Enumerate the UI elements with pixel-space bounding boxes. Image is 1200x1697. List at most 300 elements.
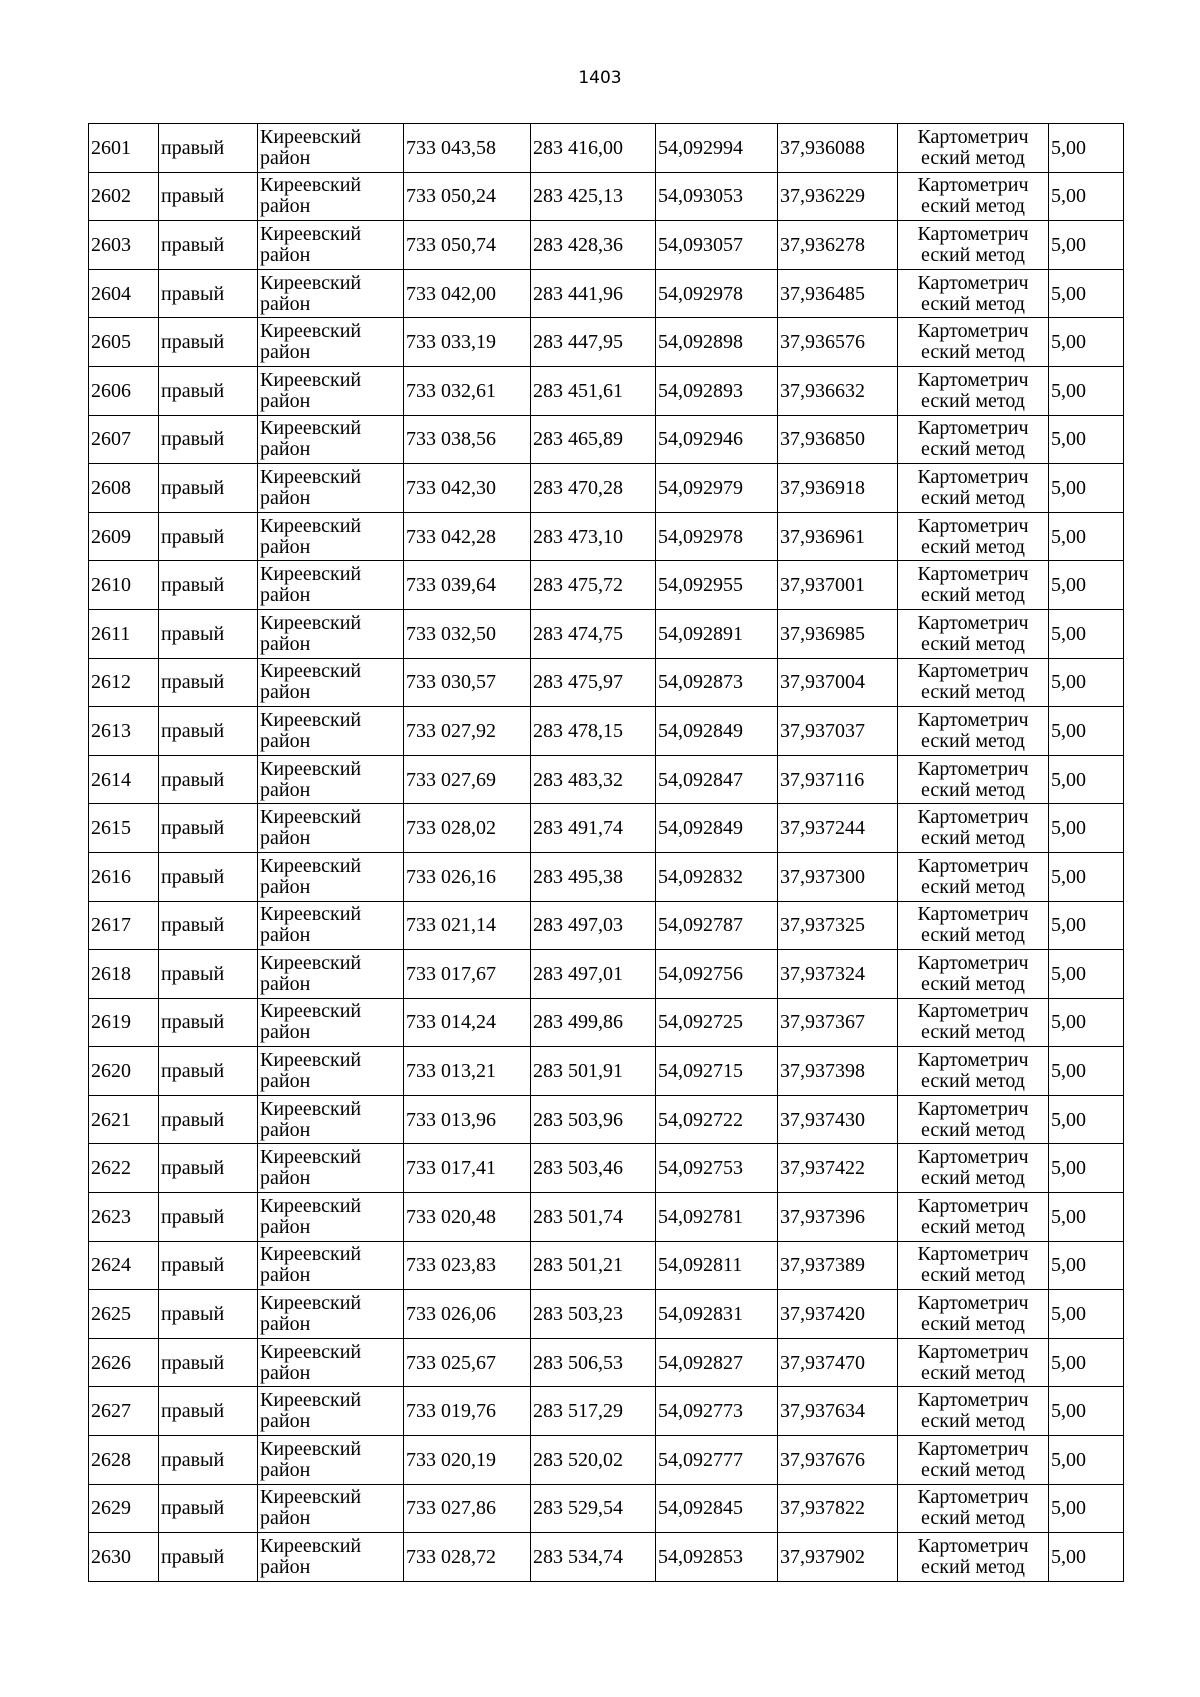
longitude-cell: 37,936088	[778, 124, 898, 173]
x-coordinate-cell: 733 020,19	[404, 1436, 531, 1485]
accuracy-cell: 5,00	[1049, 1144, 1124, 1193]
table-row	[89, 366, 1124, 415]
table-row	[89, 998, 1124, 1047]
y-coordinate-cell: 283 497,03	[531, 901, 656, 950]
longitude-cell: 37,936229	[778, 172, 898, 221]
latitude-cell: 54,092756	[656, 950, 778, 999]
district-cell: Киреевский район	[258, 901, 404, 950]
point-number-cell: 2610	[89, 561, 159, 610]
bank-cell: правый	[159, 1436, 258, 1485]
latitude-cell: 54,092832	[656, 852, 778, 901]
longitude-cell: 37,936961	[778, 512, 898, 561]
latitude-cell: 54,092873	[656, 658, 778, 707]
point-number-cell: 2628	[89, 1436, 159, 1485]
latitude-cell: 54,092827	[656, 1338, 778, 1387]
accuracy-cell: 5,00	[1049, 561, 1124, 610]
y-coordinate-cell: 283 470,28	[531, 464, 656, 513]
bank-cell: правый	[159, 1193, 258, 1242]
bank-cell: правый	[159, 998, 258, 1047]
bank-cell: правый	[159, 658, 258, 707]
table-row	[89, 1387, 1124, 1436]
latitude-cell: 54,092849	[656, 804, 778, 853]
bank-cell: правый	[159, 561, 258, 610]
y-coordinate-cell: 283 475,72	[531, 561, 656, 610]
method-cell: Картометрич еский метод	[898, 1144, 1049, 1193]
table-row	[89, 1290, 1124, 1339]
point-number-cell: 2606	[89, 366, 159, 415]
method-cell: Картометрич еский метод	[898, 755, 1049, 804]
point-number-cell: 2626	[89, 1338, 159, 1387]
table-row	[89, 1338, 1124, 1387]
x-coordinate-cell: 733 050,24	[404, 172, 531, 221]
method-cell: Картометрич еский метод	[898, 1241, 1049, 1290]
district-cell: Киреевский район	[258, 269, 404, 318]
bank-cell: правый	[159, 1144, 258, 1193]
y-coordinate-cell: 283 529,54	[531, 1484, 656, 1533]
method-cell: Картометрич еский метод	[898, 998, 1049, 1047]
longitude-cell: 37,937902	[778, 1533, 898, 1582]
method-cell: Картометрич еский метод	[898, 1047, 1049, 1096]
method-cell: Картометрич еский метод	[898, 512, 1049, 561]
point-number-cell: 2609	[89, 512, 159, 561]
x-coordinate-cell: 733 027,86	[404, 1484, 531, 1533]
y-coordinate-cell: 283 497,01	[531, 950, 656, 999]
district-cell: Киреевский район	[258, 1241, 404, 1290]
table-row	[89, 658, 1124, 707]
district-cell: Киреевский район	[258, 415, 404, 464]
x-coordinate-cell: 733 027,69	[404, 755, 531, 804]
accuracy-cell: 5,00	[1049, 172, 1124, 221]
table-row	[89, 1484, 1124, 1533]
latitude-cell: 54,092978	[656, 269, 778, 318]
method-cell: Картометрич еский метод	[898, 561, 1049, 610]
district-cell: Киреевский район	[258, 366, 404, 415]
point-number-cell: 2620	[89, 1047, 159, 1096]
latitude-cell: 54,092787	[656, 901, 778, 950]
x-coordinate-cell: 733 032,61	[404, 366, 531, 415]
table-row	[89, 1533, 1124, 1582]
longitude-cell: 37,936278	[778, 221, 898, 270]
latitude-cell: 54,092853	[656, 1533, 778, 1582]
longitude-cell: 37,937396	[778, 1193, 898, 1242]
accuracy-cell: 5,00	[1049, 658, 1124, 707]
bank-cell: правый	[159, 755, 258, 804]
district-cell: Киреевский район	[258, 318, 404, 367]
longitude-cell: 37,937420	[778, 1290, 898, 1339]
method-cell: Картометрич еский метод	[898, 901, 1049, 950]
point-number-cell: 2617	[89, 901, 159, 950]
table-row	[89, 852, 1124, 901]
method-cell: Картометрич еский метод	[898, 124, 1049, 173]
longitude-cell: 37,937037	[778, 707, 898, 756]
latitude-cell: 54,092946	[656, 415, 778, 464]
x-coordinate-cell: 733 033,19	[404, 318, 531, 367]
point-number-cell: 2605	[89, 318, 159, 367]
point-number-cell: 2614	[89, 755, 159, 804]
bank-cell: правый	[159, 172, 258, 221]
latitude-cell: 54,092978	[656, 512, 778, 561]
method-cell: Картометрич еский метод	[898, 1533, 1049, 1582]
point-number-cell: 2624	[89, 1241, 159, 1290]
method-cell: Картометрич еский метод	[898, 415, 1049, 464]
table-row	[89, 804, 1124, 853]
method-cell: Картометрич еский метод	[898, 804, 1049, 853]
district-cell: Киреевский район	[258, 221, 404, 270]
table-row	[89, 1144, 1124, 1193]
method-cell: Картометрич еский метод	[898, 658, 1049, 707]
accuracy-cell: 5,00	[1049, 1436, 1124, 1485]
accuracy-cell: 5,00	[1049, 609, 1124, 658]
bank-cell: правый	[159, 1047, 258, 1096]
method-cell: Картометрич еский метод	[898, 707, 1049, 756]
y-coordinate-cell: 283 503,23	[531, 1290, 656, 1339]
latitude-cell: 54,092845	[656, 1484, 778, 1533]
accuracy-cell: 5,00	[1049, 1290, 1124, 1339]
x-coordinate-cell: 733 042,00	[404, 269, 531, 318]
longitude-cell: 37,937430	[778, 1095, 898, 1144]
accuracy-cell: 5,00	[1049, 1338, 1124, 1387]
x-coordinate-cell: 733 013,96	[404, 1095, 531, 1144]
district-cell: Киреевский район	[258, 1290, 404, 1339]
longitude-cell: 37,936985	[778, 609, 898, 658]
x-coordinate-cell: 733 026,06	[404, 1290, 531, 1339]
method-cell: Картометрич еский метод	[898, 1436, 1049, 1485]
y-coordinate-cell: 283 428,36	[531, 221, 656, 270]
y-coordinate-cell: 283 503,46	[531, 1144, 656, 1193]
y-coordinate-cell: 283 416,00	[531, 124, 656, 173]
latitude-cell: 54,092893	[656, 366, 778, 415]
district-cell: Киреевский район	[258, 1144, 404, 1193]
bank-cell: правый	[159, 707, 258, 756]
y-coordinate-cell: 283 441,96	[531, 269, 656, 318]
longitude-cell: 37,936918	[778, 464, 898, 513]
y-coordinate-cell: 283 475,97	[531, 658, 656, 707]
x-coordinate-cell: 733 021,14	[404, 901, 531, 950]
district-cell: Киреевский район	[258, 852, 404, 901]
bank-cell: правый	[159, 950, 258, 999]
accuracy-cell: 5,00	[1049, 998, 1124, 1047]
x-coordinate-cell: 733 039,64	[404, 561, 531, 610]
latitude-cell: 54,092831	[656, 1290, 778, 1339]
table-row	[89, 124, 1124, 173]
point-number-cell: 2603	[89, 221, 159, 270]
point-number-cell: 2601	[89, 124, 159, 173]
table-row	[89, 1436, 1124, 1485]
method-cell: Картометрич еский метод	[898, 172, 1049, 221]
latitude-cell: 54,092777	[656, 1436, 778, 1485]
latitude-cell: 54,092979	[656, 464, 778, 513]
y-coordinate-cell: 283 503,96	[531, 1095, 656, 1144]
method-cell: Картометрич еский метод	[898, 852, 1049, 901]
point-number-cell: 2623	[89, 1193, 159, 1242]
district-cell: Киреевский район	[258, 804, 404, 853]
point-number-cell: 2625	[89, 1290, 159, 1339]
longitude-cell: 37,936485	[778, 269, 898, 318]
accuracy-cell: 5,00	[1049, 221, 1124, 270]
point-number-cell: 2613	[89, 707, 159, 756]
point-number-cell: 2630	[89, 1533, 159, 1582]
district-cell: Киреевский район	[258, 1387, 404, 1436]
y-coordinate-cell: 283 506,53	[531, 1338, 656, 1387]
longitude-cell: 37,936576	[778, 318, 898, 367]
point-number-cell: 2619	[89, 998, 159, 1047]
point-number-cell: 2604	[89, 269, 159, 318]
table-row	[89, 221, 1124, 270]
y-coordinate-cell: 283 495,38	[531, 852, 656, 901]
longitude-cell: 37,936632	[778, 366, 898, 415]
method-cell: Картометрич еский метод	[898, 1290, 1049, 1339]
bank-cell: правый	[159, 415, 258, 464]
x-coordinate-cell: 733 028,02	[404, 804, 531, 853]
bank-cell: правый	[159, 1338, 258, 1387]
accuracy-cell: 5,00	[1049, 415, 1124, 464]
latitude-cell: 54,092781	[656, 1193, 778, 1242]
table-row	[89, 1193, 1124, 1242]
accuracy-cell: 5,00	[1049, 950, 1124, 999]
y-coordinate-cell: 283 451,61	[531, 366, 656, 415]
point-number-cell: 2602	[89, 172, 159, 221]
x-coordinate-cell: 733 028,72	[404, 1533, 531, 1582]
accuracy-cell: 5,00	[1049, 804, 1124, 853]
page-number: 1403	[578, 68, 622, 88]
bank-cell: правый	[159, 464, 258, 513]
district-cell: Киреевский район	[258, 998, 404, 1047]
x-coordinate-cell: 733 043,58	[404, 124, 531, 173]
latitude-cell: 54,092715	[656, 1047, 778, 1096]
accuracy-cell: 5,00	[1049, 707, 1124, 756]
bank-cell: правый	[159, 1290, 258, 1339]
longitude-cell: 37,937324	[778, 950, 898, 999]
x-coordinate-cell: 733 017,67	[404, 950, 531, 999]
district-cell: Киреевский район	[258, 1095, 404, 1144]
longitude-cell: 37,937389	[778, 1241, 898, 1290]
table-row	[89, 1047, 1124, 1096]
y-coordinate-cell: 283 447,95	[531, 318, 656, 367]
method-cell: Картометрич еский метод	[898, 609, 1049, 658]
method-cell: Картометрич еский метод	[898, 366, 1049, 415]
accuracy-cell: 5,00	[1049, 1047, 1124, 1096]
longitude-cell: 37,937470	[778, 1338, 898, 1387]
method-cell: Картометрич еский метод	[898, 1095, 1049, 1144]
y-coordinate-cell: 283 520,02	[531, 1436, 656, 1485]
latitude-cell: 54,093053	[656, 172, 778, 221]
bank-cell: правый	[159, 1533, 258, 1582]
x-coordinate-cell: 733 042,30	[404, 464, 531, 513]
latitude-cell: 54,093057	[656, 221, 778, 270]
accuracy-cell: 5,00	[1049, 1533, 1124, 1582]
x-coordinate-cell: 733 026,16	[404, 852, 531, 901]
x-coordinate-cell: 733 030,57	[404, 658, 531, 707]
district-cell: Киреевский район	[258, 658, 404, 707]
method-cell: Картометрич еский метод	[898, 269, 1049, 318]
y-coordinate-cell: 283 473,10	[531, 512, 656, 561]
method-cell: Картометрич еский метод	[898, 1338, 1049, 1387]
method-cell: Картометрич еский метод	[898, 1484, 1049, 1533]
accuracy-cell: 5,00	[1049, 366, 1124, 415]
longitude-cell: 37,937398	[778, 1047, 898, 1096]
y-coordinate-cell: 283 491,74	[531, 804, 656, 853]
point-number-cell: 2612	[89, 658, 159, 707]
x-coordinate-cell: 733 027,92	[404, 707, 531, 756]
accuracy-cell: 5,00	[1049, 512, 1124, 561]
table-row	[89, 901, 1124, 950]
point-number-cell: 2611	[89, 609, 159, 658]
table-row	[89, 609, 1124, 658]
table-row	[89, 755, 1124, 804]
y-coordinate-cell: 283 534,74	[531, 1533, 656, 1582]
district-cell: Киреевский район	[258, 464, 404, 513]
y-coordinate-cell: 283 478,15	[531, 707, 656, 756]
x-coordinate-cell: 733 013,21	[404, 1047, 531, 1096]
table-row	[89, 561, 1124, 610]
accuracy-cell: 5,00	[1049, 464, 1124, 513]
latitude-cell: 54,092722	[656, 1095, 778, 1144]
x-coordinate-cell: 733 038,56	[404, 415, 531, 464]
latitude-cell: 54,092994	[656, 124, 778, 173]
accuracy-cell: 5,00	[1049, 1484, 1124, 1533]
point-number-cell: 2627	[89, 1387, 159, 1436]
accuracy-cell: 5,00	[1049, 852, 1124, 901]
accuracy-cell: 5,00	[1049, 318, 1124, 367]
x-coordinate-cell: 733 017,41	[404, 1144, 531, 1193]
bank-cell: правый	[159, 318, 258, 367]
longitude-cell: 37,937325	[778, 901, 898, 950]
bank-cell: правый	[159, 269, 258, 318]
point-number-cell: 2618	[89, 950, 159, 999]
district-cell: Киреевский район	[258, 755, 404, 804]
accuracy-cell: 5,00	[1049, 124, 1124, 173]
latitude-cell: 54,092811	[656, 1241, 778, 1290]
coordinates-table	[88, 123, 1124, 1582]
longitude-cell: 37,937822	[778, 1484, 898, 1533]
bank-cell: правый	[159, 512, 258, 561]
table-row	[89, 950, 1124, 999]
district-cell: Киреевский район	[258, 124, 404, 173]
table-row	[89, 318, 1124, 367]
method-cell: Картометрич еский метод	[898, 318, 1049, 367]
method-cell: Картометрич еский метод	[898, 950, 1049, 999]
longitude-cell: 37,937422	[778, 1144, 898, 1193]
x-coordinate-cell: 733 023,83	[404, 1241, 531, 1290]
table-body	[89, 124, 1124, 1582]
bank-cell: правый	[159, 804, 258, 853]
longitude-cell: 37,937367	[778, 998, 898, 1047]
accuracy-cell: 5,00	[1049, 755, 1124, 804]
y-coordinate-cell: 283 425,13	[531, 172, 656, 221]
method-cell: Картометрич еский метод	[898, 464, 1049, 513]
bank-cell: правый	[159, 1387, 258, 1436]
bank-cell: правый	[159, 366, 258, 415]
bank-cell: правый	[159, 609, 258, 658]
table-row	[89, 1241, 1124, 1290]
bank-cell: правый	[159, 1241, 258, 1290]
point-number-cell: 2607	[89, 415, 159, 464]
y-coordinate-cell: 283 501,91	[531, 1047, 656, 1096]
district-cell: Киреевский район	[258, 561, 404, 610]
y-coordinate-cell: 283 474,75	[531, 609, 656, 658]
table-row	[89, 415, 1124, 464]
district-cell: Киреевский район	[258, 1533, 404, 1582]
method-cell: Картометрич еский метод	[898, 1387, 1049, 1436]
longitude-cell: 37,937004	[778, 658, 898, 707]
y-coordinate-cell: 283 517,29	[531, 1387, 656, 1436]
district-cell: Киреевский район	[258, 609, 404, 658]
longitude-cell: 37,937244	[778, 804, 898, 853]
bank-cell: правый	[159, 124, 258, 173]
longitude-cell: 37,937116	[778, 755, 898, 804]
district-cell: Киреевский район	[258, 1338, 404, 1387]
point-number-cell: 2629	[89, 1484, 159, 1533]
bank-cell: правый	[159, 852, 258, 901]
district-cell: Киреевский район	[258, 950, 404, 999]
x-coordinate-cell: 733 014,24	[404, 998, 531, 1047]
accuracy-cell: 5,00	[1049, 1241, 1124, 1290]
accuracy-cell: 5,00	[1049, 1095, 1124, 1144]
latitude-cell: 54,092725	[656, 998, 778, 1047]
table-row	[89, 464, 1124, 513]
y-coordinate-cell: 283 501,21	[531, 1241, 656, 1290]
accuracy-cell: 5,00	[1049, 1193, 1124, 1242]
longitude-cell: 37,937634	[778, 1387, 898, 1436]
district-cell: Киреевский район	[258, 707, 404, 756]
table-row	[89, 172, 1124, 221]
x-coordinate-cell: 733 019,76	[404, 1387, 531, 1436]
method-cell: Картометрич еский метод	[898, 221, 1049, 270]
longitude-cell: 37,937676	[778, 1436, 898, 1485]
longitude-cell: 37,936850	[778, 415, 898, 464]
accuracy-cell: 5,00	[1049, 1387, 1124, 1436]
latitude-cell: 54,092955	[656, 561, 778, 610]
method-cell: Картометрич еский метод	[898, 1193, 1049, 1242]
accuracy-cell: 5,00	[1049, 901, 1124, 950]
district-cell: Киреевский район	[258, 1047, 404, 1096]
y-coordinate-cell: 283 483,32	[531, 755, 656, 804]
x-coordinate-cell: 733 032,50	[404, 609, 531, 658]
latitude-cell: 54,092849	[656, 707, 778, 756]
y-coordinate-cell: 283 501,74	[531, 1193, 656, 1242]
longitude-cell: 37,937300	[778, 852, 898, 901]
latitude-cell: 54,092847	[656, 755, 778, 804]
accuracy-cell: 5,00	[1049, 269, 1124, 318]
district-cell: Киреевский район	[258, 172, 404, 221]
point-number-cell: 2622	[89, 1144, 159, 1193]
bank-cell: правый	[159, 901, 258, 950]
x-coordinate-cell: 733 025,67	[404, 1338, 531, 1387]
district-cell: Киреевский район	[258, 1436, 404, 1485]
bank-cell: правый	[159, 1095, 258, 1144]
table-row	[89, 512, 1124, 561]
point-number-cell: 2608	[89, 464, 159, 513]
point-number-cell: 2616	[89, 852, 159, 901]
longitude-cell: 37,937001	[778, 561, 898, 610]
table-row	[89, 1095, 1124, 1144]
x-coordinate-cell: 733 020,48	[404, 1193, 531, 1242]
x-coordinate-cell: 733 050,74	[404, 221, 531, 270]
bank-cell: правый	[159, 1484, 258, 1533]
latitude-cell: 54,092891	[656, 609, 778, 658]
latitude-cell: 54,092773	[656, 1387, 778, 1436]
district-cell: Киреевский район	[258, 1193, 404, 1242]
district-cell: Киреевский район	[258, 512, 404, 561]
point-number-cell: 2621	[89, 1095, 159, 1144]
district-cell: Киреевский район	[258, 1484, 404, 1533]
point-number-cell: 2615	[89, 804, 159, 853]
x-coordinate-cell: 733 042,28	[404, 512, 531, 561]
y-coordinate-cell: 283 465,89	[531, 415, 656, 464]
y-coordinate-cell: 283 499,86	[531, 998, 656, 1047]
bank-cell: правый	[159, 221, 258, 270]
table-row	[89, 707, 1124, 756]
